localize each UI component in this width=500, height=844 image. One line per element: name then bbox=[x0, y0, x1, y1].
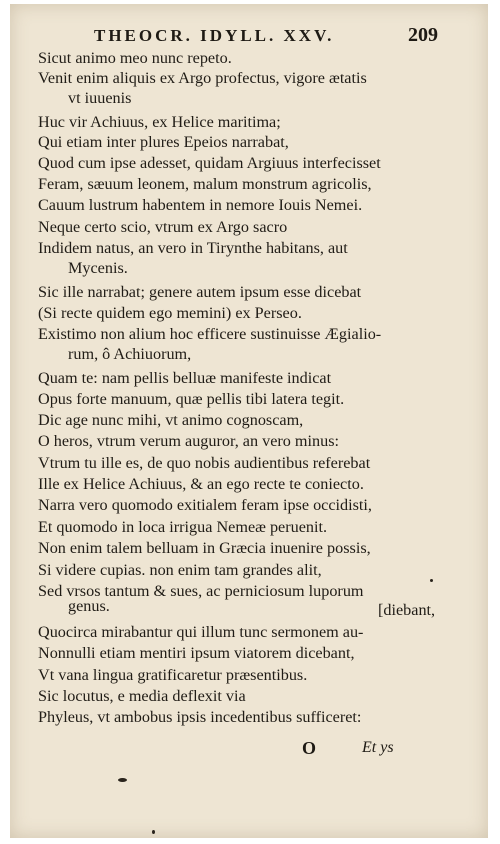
text-line: Feram, sæuum leonem, malum monstrum agricolis, bbox=[38, 175, 372, 193]
text-line: Phyleus, vt ambobus ipsis incedentibus sufficeret: bbox=[38, 708, 362, 726]
text-line: Non enim talem belluam in Græcia inuenire possis, bbox=[38, 539, 371, 557]
text-line: Vt vana lingua gratificaretur præsentibus. bbox=[38, 666, 308, 684]
text-line: Sed vrsos tantum & sues, ac perniciosum luporum bbox=[38, 582, 364, 600]
text-line: Opus forte manuum, quæ pellis tibi latera tegit. bbox=[38, 390, 345, 408]
running-title: THEOCR. IDYLL. XXV. bbox=[94, 26, 335, 45]
text-line: O heros, vtrum verum auguror, an vero minus: bbox=[38, 432, 340, 450]
text-line: Qui etiam inter plures Epeios narrabat, bbox=[38, 133, 289, 151]
text-line: Indidem natus, an vero in Tirynthe habitans, aut bbox=[38, 239, 348, 257]
book-page bbox=[10, 4, 488, 838]
text-line: rum, ô Achiuorum, bbox=[68, 345, 192, 363]
text-line: Sicut animo meo nunc repeto. bbox=[38, 49, 232, 67]
text-line: Narra vero quomodo exitialem feram ipse occidisti, bbox=[38, 496, 372, 514]
text-line: Quam te: nam pellis belluæ manifeste indicat bbox=[38, 369, 332, 387]
text-line: Neque certo scio, vtrum ex Argo sacro bbox=[38, 218, 288, 236]
text-line: Ille ex Helice Achiuus, & an ego recte te coniecto. bbox=[38, 475, 364, 493]
text-line: Et quomodo in loca irrigua Nemeæ peruenit. bbox=[38, 518, 328, 536]
page-footer bbox=[302, 738, 432, 760]
text-line: Sic locutus, e media deflexit via bbox=[38, 687, 246, 705]
text-line: Mycenis. bbox=[68, 259, 128, 277]
text-line: Huc vir Achiuus, ex Helice maritima; bbox=[38, 113, 281, 131]
text-line: Cauum lustrum habentem in nemore Iouis Nemei. bbox=[38, 196, 363, 214]
text-line: Venit enim aliquis ex Argo profectus, vigore ætatis bbox=[38, 69, 367, 87]
text-line: Dic age nunc mihi, vt animo cognoscam, bbox=[38, 411, 304, 429]
catchword: Et ys bbox=[362, 739, 394, 756]
ink-mark bbox=[118, 778, 127, 782]
running-header bbox=[94, 26, 438, 50]
text-line: Existimo non alium hoc efficere sustinuisse Ægialio- bbox=[38, 325, 382, 343]
signature-mark: O bbox=[302, 738, 317, 758]
ink-speck bbox=[430, 579, 433, 582]
ink-speck bbox=[152, 830, 155, 834]
text-line: Quod cum ipse adesset, quidam Argiuus interfecisset bbox=[38, 154, 381, 172]
text-line: vt iuuenis bbox=[68, 89, 132, 107]
text-line: Si videre cupias. non enim tam grandes alit, bbox=[38, 561, 322, 579]
text-line: Vtrum tu ille es, de quo nobis audientibus referebat bbox=[38, 454, 371, 472]
text-line: [diebant, bbox=[378, 601, 436, 619]
text-line: Sic ille narrabat; genere autem ipsum esse dicebat bbox=[38, 283, 362, 301]
text-line: genus. bbox=[68, 597, 110, 615]
text-line: Nonnulli etiam mentiri ipsum viatorem dicebant, bbox=[38, 644, 355, 662]
page-number: 209 bbox=[408, 24, 438, 46]
text-line: (Si recte quidem ego memini) ex Perseo. bbox=[38, 304, 302, 322]
text-line: Quocirca mirabantur qui illum tunc sermonem au- bbox=[38, 623, 364, 641]
